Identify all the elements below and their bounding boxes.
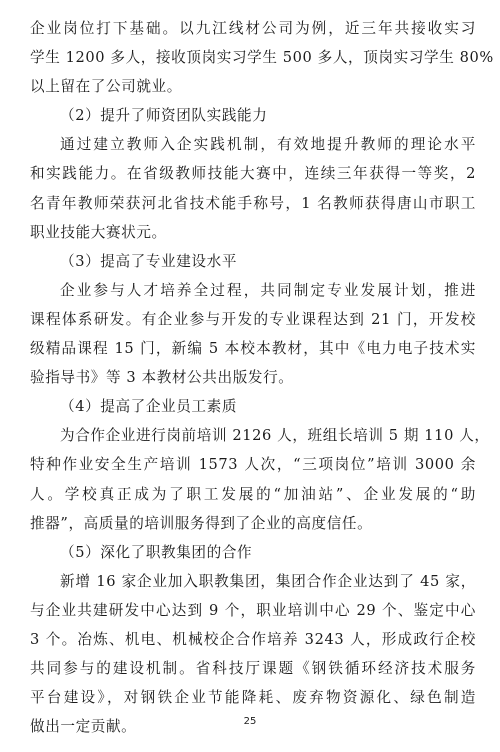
paragraph-line: 级精品课程 15 门，新编 5 本校本教材，其中《电力电子技术实 bbox=[30, 340, 476, 358]
paragraph-line: 企业参与人才培养全过程，共同制定专业发展计划，推进 bbox=[60, 281, 476, 299]
paragraph-line: 推器”，高质量的培训服务得到了企业的高度信任。 bbox=[30, 514, 373, 532]
section-heading: （5）深化了职教集团的合作 bbox=[60, 543, 253, 561]
paragraph-line: 与企业共建研发中心达到 9 个，职业培训中心 29 个、鉴定中心 bbox=[30, 601, 476, 619]
paragraph-line: 为合作企业进行岗前培训 2126 人，班组长培训 5 期 110 人， bbox=[60, 427, 490, 445]
paragraph-line: 企业岗位打下基础。以九江线材公司为例，近三年共接收实习 bbox=[30, 20, 476, 37]
page-number: 25 bbox=[243, 716, 257, 727]
paragraph-line: 验指导书》等 3 本教材公共出版发行。 bbox=[30, 369, 294, 387]
paragraph-line: 名青年教师荣获河北省技术能手称号，1 名教师获得唐山市职工 bbox=[30, 194, 476, 212]
paragraph-line: 课程体系研发。有企业参与开发的专业课程达到 21 门，开发校 bbox=[30, 310, 476, 328]
paragraph-line: 平台建设》，对钢铁企业节能降耗、废弃物资源化、绿色制造 bbox=[30, 689, 476, 707]
paragraph-line: 共同参与的建设机制。省科技厅课题《钢铁循环经济技术服务 bbox=[30, 660, 476, 678]
paragraph-line: 3 个。冶炼、机电、机械校企合作培养 3243 人，形成政行企校 bbox=[30, 630, 476, 648]
paragraph-line: 学生 1200 多人，接收顶岗实习学生 500 多人，顶岗实习学生 80% bbox=[30, 49, 494, 67]
section-heading: （3）提高了专业建设水平 bbox=[60, 252, 238, 270]
paragraph-line: 做出一定贡献。 bbox=[30, 718, 137, 736]
document-body bbox=[30, 14, 494, 741]
section-heading: （2）提升了师资团队实践能力 bbox=[60, 107, 268, 125]
paragraph-line: 通过建立教师入企实践机制，有效地提升教师的理论水平 bbox=[60, 136, 476, 154]
paragraph-line: 以上留在了公司就业。 bbox=[30, 78, 182, 96]
paragraph-line: 人。学校真正成为了职工发展的“加油站”、企业发展的“助 bbox=[30, 485, 476, 503]
paragraph-line: 职业技能大赛状元。 bbox=[30, 223, 167, 241]
paragraph-line: 特种作业安全生产培训 1573 人次，“三项岗位”培训 3000 余 bbox=[30, 456, 476, 474]
paragraph-line: 和实践能力。在省级教师技能大赛中，连续三年获得一等奖，2 bbox=[30, 165, 476, 183]
section-heading: （4）提高了企业员工素质 bbox=[60, 398, 238, 416]
paragraph-line: 新增 16 家企业加入职教集团，集团合作企业达到了 45 家， bbox=[60, 572, 476, 590]
